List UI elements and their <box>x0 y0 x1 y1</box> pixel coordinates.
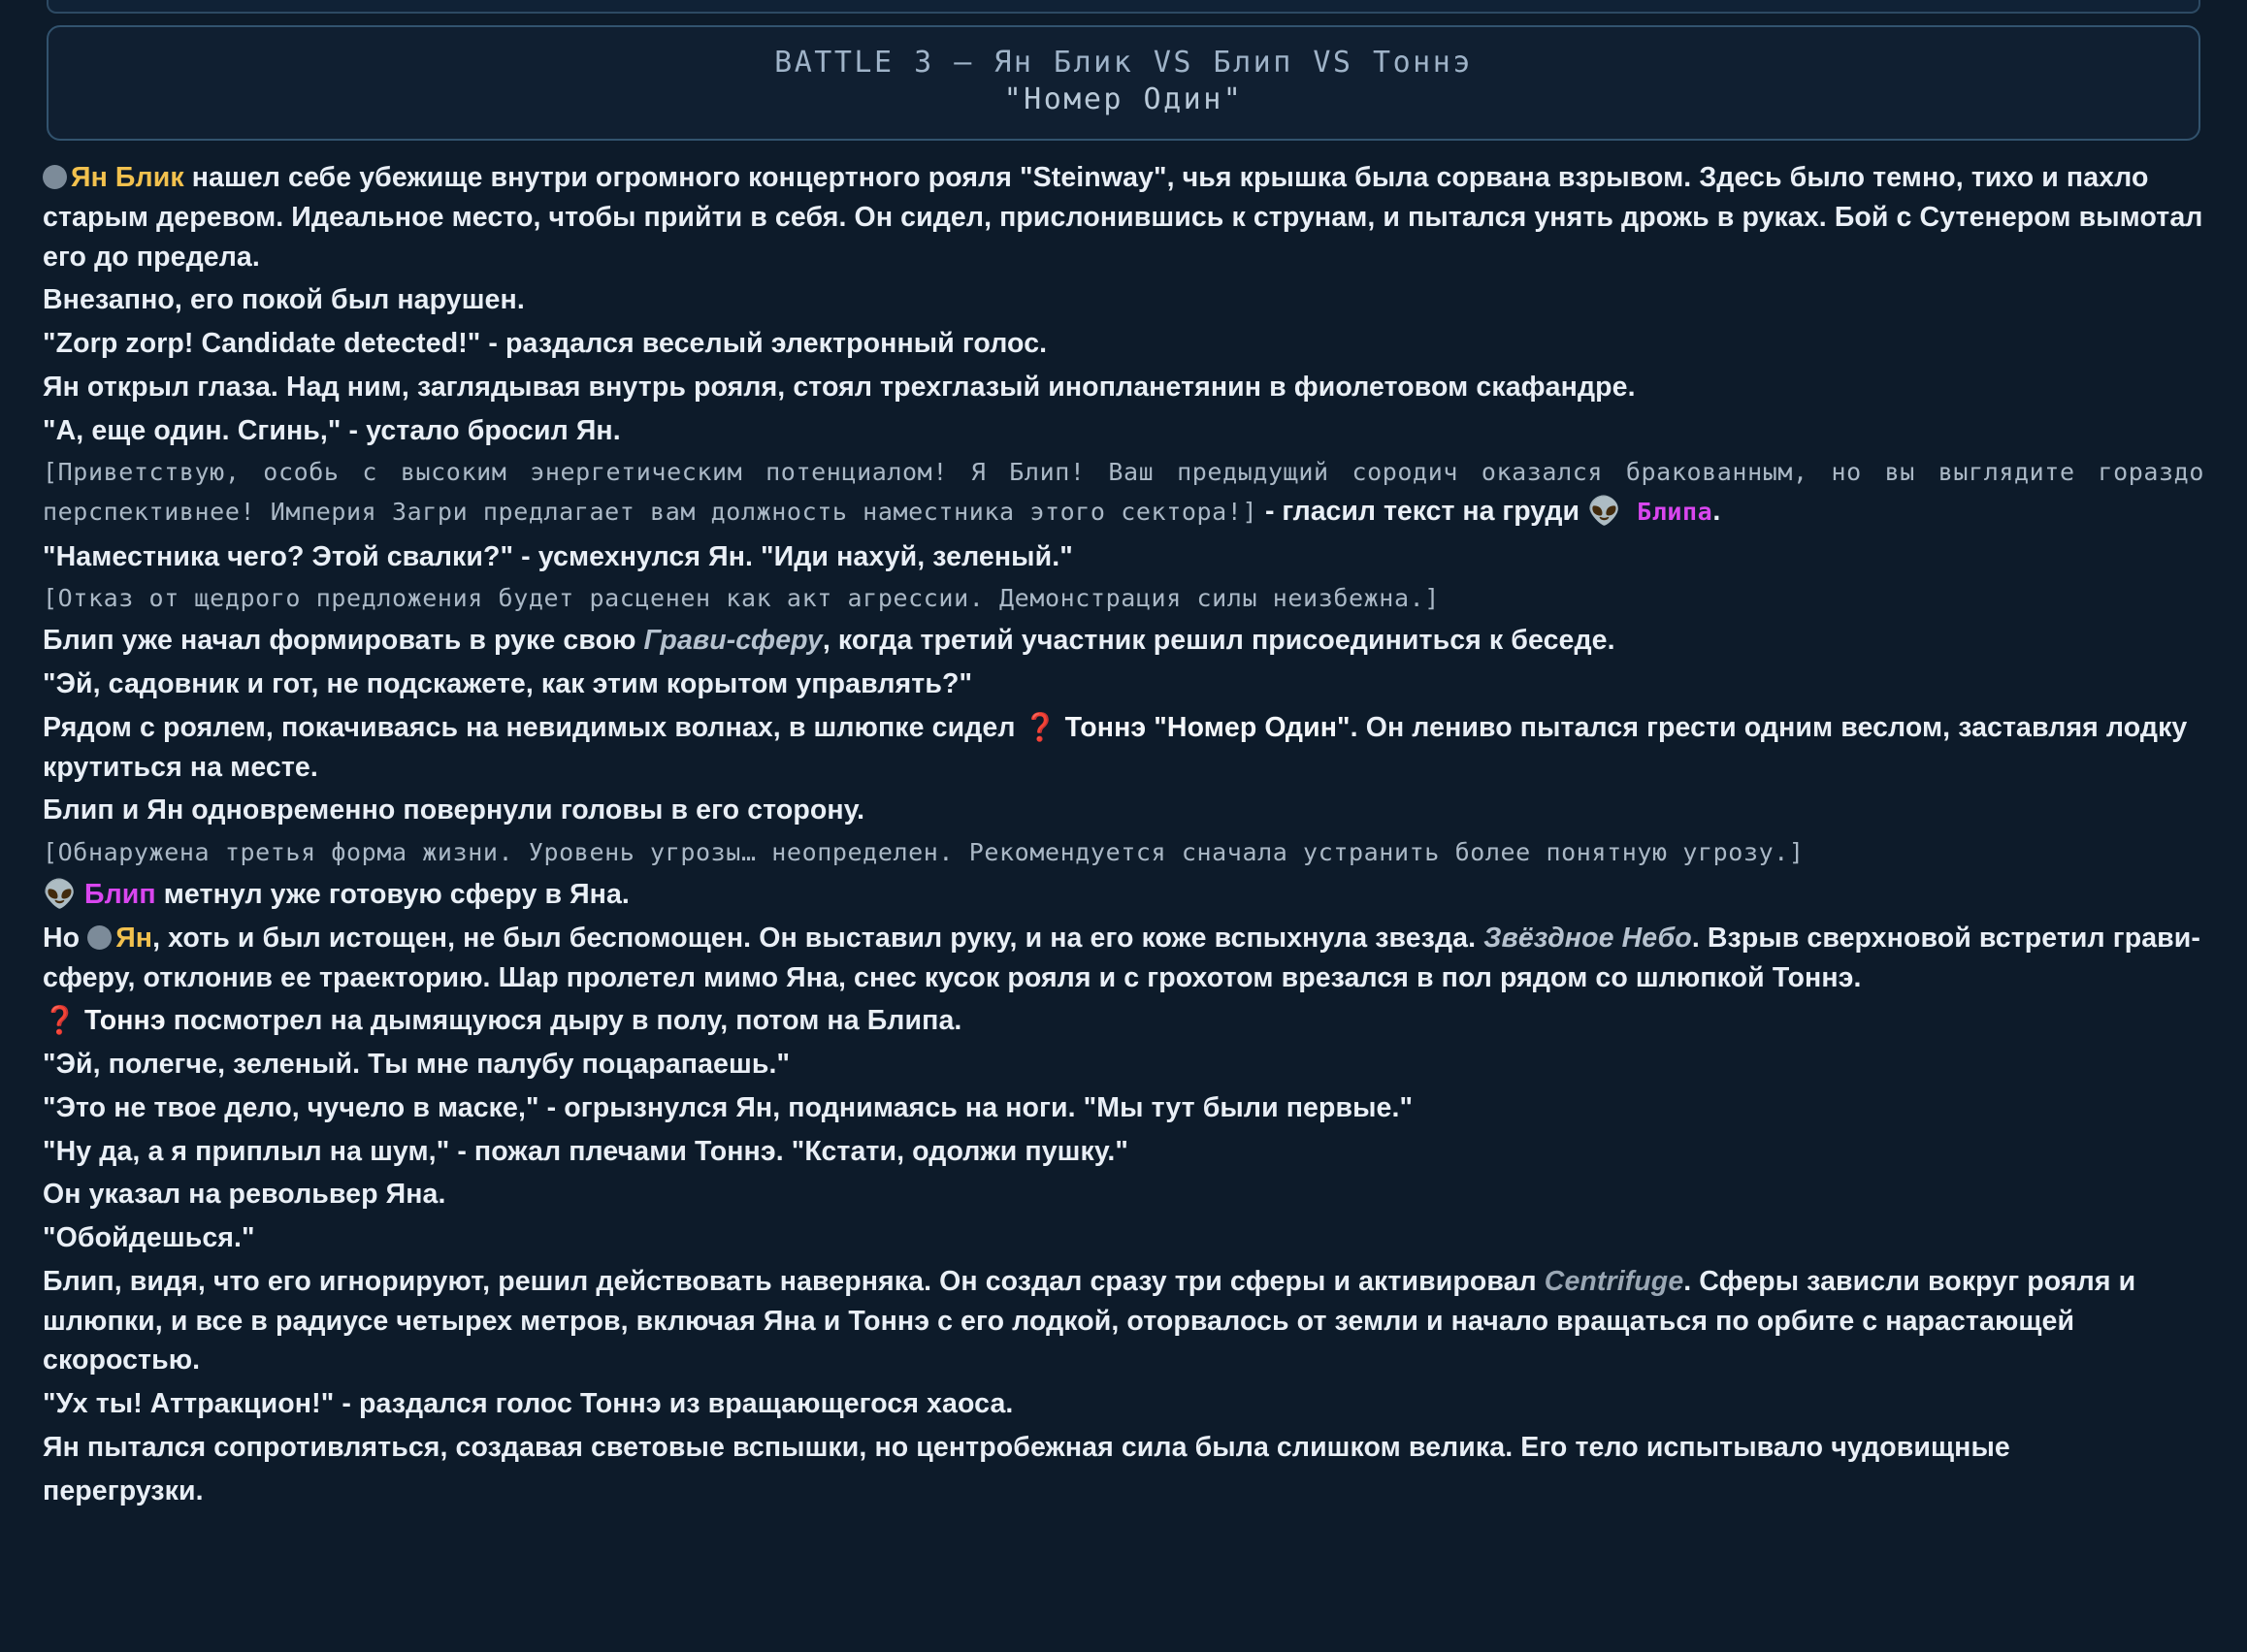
paragraph-14-text: метнул уже готовую сферу в Яна. <box>155 879 630 911</box>
paragraph-4: Ян открыл глаза. Над ним, заглядывая внутрь рояля, стоял трехглазый инопланетянин в фиолетовом скафандре. <box>43 371 1636 403</box>
paragraph-18: "Это не твое дело, чучело в маске," - огрызнулся Ян, поднимаясь на ноги. "Мы тут были первые." <box>43 1091 1414 1123</box>
paragraph-25-cut: перегрузки. <box>43 1474 204 1506</box>
character-name-yan-short: Ян <box>115 922 153 954</box>
paragraph-22-text-b: . Сферы зависли вокруг рояля и шлюпки, и все в радиусе четырех метров, включая Яна и Тоннэ с его лодкой, оторвалось от земли и начало вращаться по орбите с нарастающей скоростью. <box>43 1265 2136 1377</box>
paragraph-2: Внезапно, его покой был нарушен. <box>43 284 525 316</box>
battle-subtitle-line: "Номер Один" <box>1003 81 1244 116</box>
alien-icon: 👽 <box>43 878 77 911</box>
paragraph-11-text-a: Рядом с роялем, покачиваясь на невидимых волнах, в шлюпке сидел <box>43 711 1024 743</box>
paragraph-16 <box>43 1001 2204 1041</box>
character-name-blip: Блип <box>84 879 156 911</box>
skill-gravi-sphere: Грави-сферу <box>643 625 823 657</box>
character-name-tonne-short: Тоннэ <box>84 1005 166 1037</box>
battle-title-line: BATTLE 3 — Ян Блик VS Блип VS Тоннэ <box>774 46 1473 80</box>
grey-circle-icon <box>87 925 112 950</box>
red-question-mark-icon: ❓ <box>43 1004 77 1037</box>
previous-panel-sliver <box>47 0 2200 14</box>
paragraph-15-text-c: . Взрыв сверхновой встретил грави-сферу, отклонив ее траекторию. Шар пролетел мимо Яна, снес кусок рояля и с грохотом врезался в пол рядом со шлюпкой Тоннэ. <box>43 922 2201 993</box>
system-message-1 <box>43 454 2204 533</box>
paragraph-11-text-b: . Он лениво пытался грести одним веслом, заставляя лодку крутиться на месте. <box>43 711 2188 783</box>
paragraph-20: Он указал на револьвер Яна. <box>43 1179 446 1211</box>
paragraph-15-text-a: Но <box>43 922 88 954</box>
paragraph-24: Ян пытался сопротивляться, создавая световые вспышки, но центробежная сила была слишком велика. Его тело испытывало чудовищные <box>43 1431 2010 1463</box>
paragraph-3: "Zorp zorp! Candidate detected!" - раздался веселый электронный голос. <box>43 328 1048 359</box>
battle-header-panel <box>47 25 2200 141</box>
paragraph-11 <box>43 708 2204 788</box>
paragraph-12: Блип и Ян одновременно повернули головы в его сторону. <box>43 794 865 826</box>
paragraph-14 <box>43 875 2204 915</box>
paragraph-15-text-b: , хоть и был истощен, не был беспомощен. Он выставил руку, и на его коже вспыхнула звезда. <box>152 922 1484 954</box>
alien-icon: 👽 <box>1586 495 1622 528</box>
paragraph-9-text-a: Блип уже начал формировать в руке свою <box>43 625 644 657</box>
system-message-1-text: [Приветствую, особь с высоким энергетическим потенциалом! Я Блип! Ваш предыдущий сородич оказался бракованным, но вы выглядите гораздо перспективнее! Империя Загри предлагает вам должность наместника этого сектора!] <box>43 458 2204 527</box>
story-body <box>35 158 2212 1553</box>
paragraph-9 <box>43 621 2204 661</box>
paragraph-23: "Ух ты! Аттракцион!" - раздался голос Тоннэ из вращающегося хаоса. <box>43 1388 1014 1420</box>
skill-starry-sky: Звёздное Небо <box>1483 922 1692 954</box>
grey-circle-icon <box>43 165 67 189</box>
paragraph-5: "А, еще один. Сгинь," - устало бросил Ян. <box>43 414 621 446</box>
character-name-tonne: Тоннэ "Номер Один" <box>1064 711 1351 743</box>
paragraph-22-text-a: Блип, видя, что его игнорируют, решил действовать наверняка. Он создал сразу три сферы и активировал <box>43 1265 1545 1297</box>
system-message-2: [Отказ от щедрого предложения будет расценен как акт агрессии. Демонстрация силы неизбежна.] <box>43 584 1440 613</box>
skill-centrifuge: Centrifuge <box>1544 1265 1684 1297</box>
system-message-3: [Обнаружена третья форма жизни. Уровень угрозы… неопределен. Рекомендуется сначала устранить более понятную угрозу.] <box>43 838 1805 867</box>
period: . <box>1712 496 1721 528</box>
paragraph-15 <box>43 919 2204 998</box>
paragraph-22 <box>43 1262 2204 1380</box>
paragraph-16-text: посмотрел на дымящуюся дыру в полу, потом на Блипа. <box>165 1005 962 1037</box>
paragraph-17: "Эй, полегче, зеленый. Ты мне палубу поцарапаешь." <box>43 1049 791 1081</box>
paragraph-10: "Эй, садовник и гот, не подскажете, как этим корытом управлять?" <box>43 668 973 700</box>
system-message-1-tail: - гласил текст на груди <box>1257 496 1587 528</box>
paragraph-9-text-b: , когда третий участник решил присоединиться к беседе. <box>822 625 1615 657</box>
paragraph-19: "Ну да, а я приплыл на шум," - пожал плечами Тоннэ. "Кстати, одолжи пушку." <box>43 1135 1128 1167</box>
paragraph-21: "Обойдешься." <box>43 1222 255 1254</box>
character-name-yan: Ян Блик <box>71 162 184 193</box>
paragraph-1 <box>43 158 2204 276</box>
paragraph-7: "Наместника чего? Этой свалки?" - усмехнулся Ян. "Иди нахуй, зеленый." <box>43 540 1073 572</box>
paragraph-1-text: нашел себе убежище внутри огромного концертного рояля "Steinway", чья крышка была сорвана взрывом. Здесь было темно, тихо и пахло старым деревом. Идеальное место, чтобы прийти в себя. Он сидел, прислонившись к струнам, и пытался унять дрожь в руках. Бой с Сутенером вымотал его до предела. <box>43 162 2203 273</box>
character-name-blip-genitive: Блипа <box>1637 498 1713 527</box>
red-question-mark-icon: ❓ <box>1023 710 1058 743</box>
